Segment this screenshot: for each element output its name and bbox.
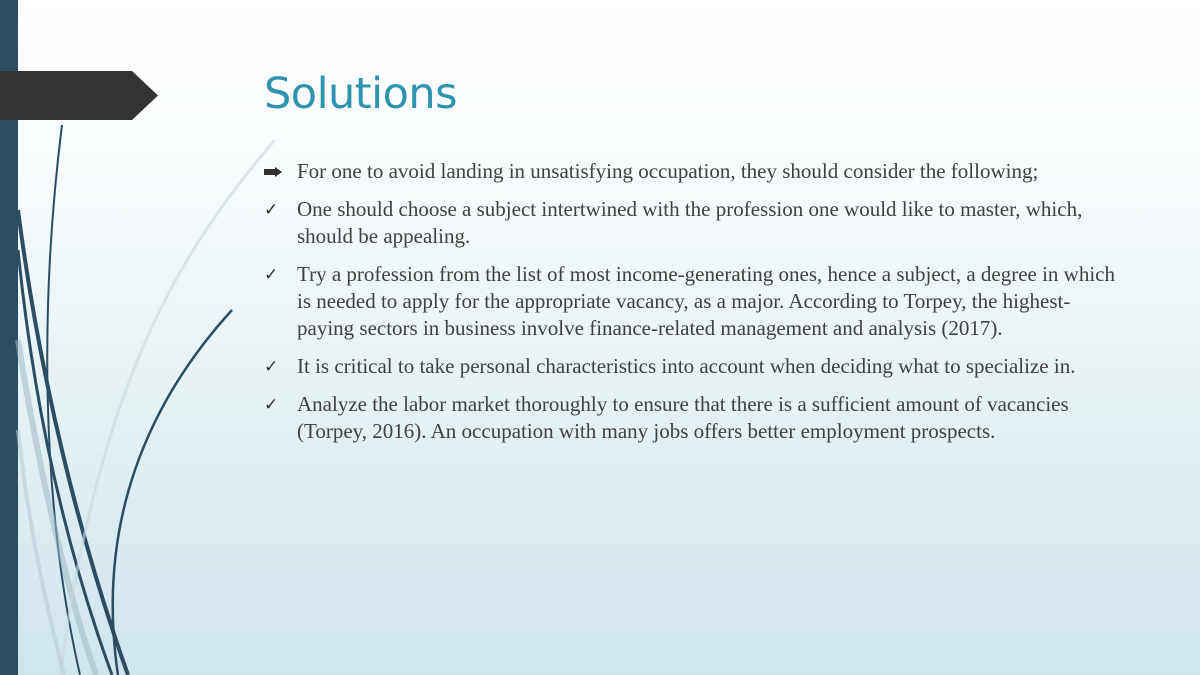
bullet-text: Try a profession from the list of most income-generating ones, hence a subject, a degree in which is needed to apply for the appropriate vacancy, as a major. According to Torpey, the highest-paying sectors in business involve finance-related management and analysis (2017). (297, 262, 1115, 340)
bullet-item (264, 158, 1124, 185)
bullet-item (264, 353, 1124, 380)
check-mark-icon: ✓ (264, 265, 279, 284)
bullet-text: One should choose a subject intertwined with the profession one would like to master, which, should be appealing. (297, 197, 1083, 248)
bullet-item (264, 391, 1124, 445)
slide-title: Solutions (264, 69, 458, 119)
arrow-bullet-icon (264, 167, 288, 177)
bullet-list (264, 158, 1124, 456)
bullet-text: Analyze the labor market thoroughly to ensure that there is a sufficient amount of vacancies (Torpey, 2016). An occupation with many jobs offers better employment prospects. (297, 392, 1069, 443)
check-mark-icon: ✓ (264, 200, 279, 219)
bullet-text: For one to avoid landing in unsatisfying occupation, they should consider the following; (297, 159, 1039, 183)
bullet-item (264, 196, 1124, 250)
check-mark-icon: ✓ (264, 395, 279, 414)
title-tab-shape (0, 71, 158, 120)
bullet-item (264, 261, 1124, 342)
bullet-text: It is critical to take personal characteristics into account when deciding what to specialize in. (297, 354, 1076, 378)
check-mark-icon: ✓ (264, 357, 279, 376)
